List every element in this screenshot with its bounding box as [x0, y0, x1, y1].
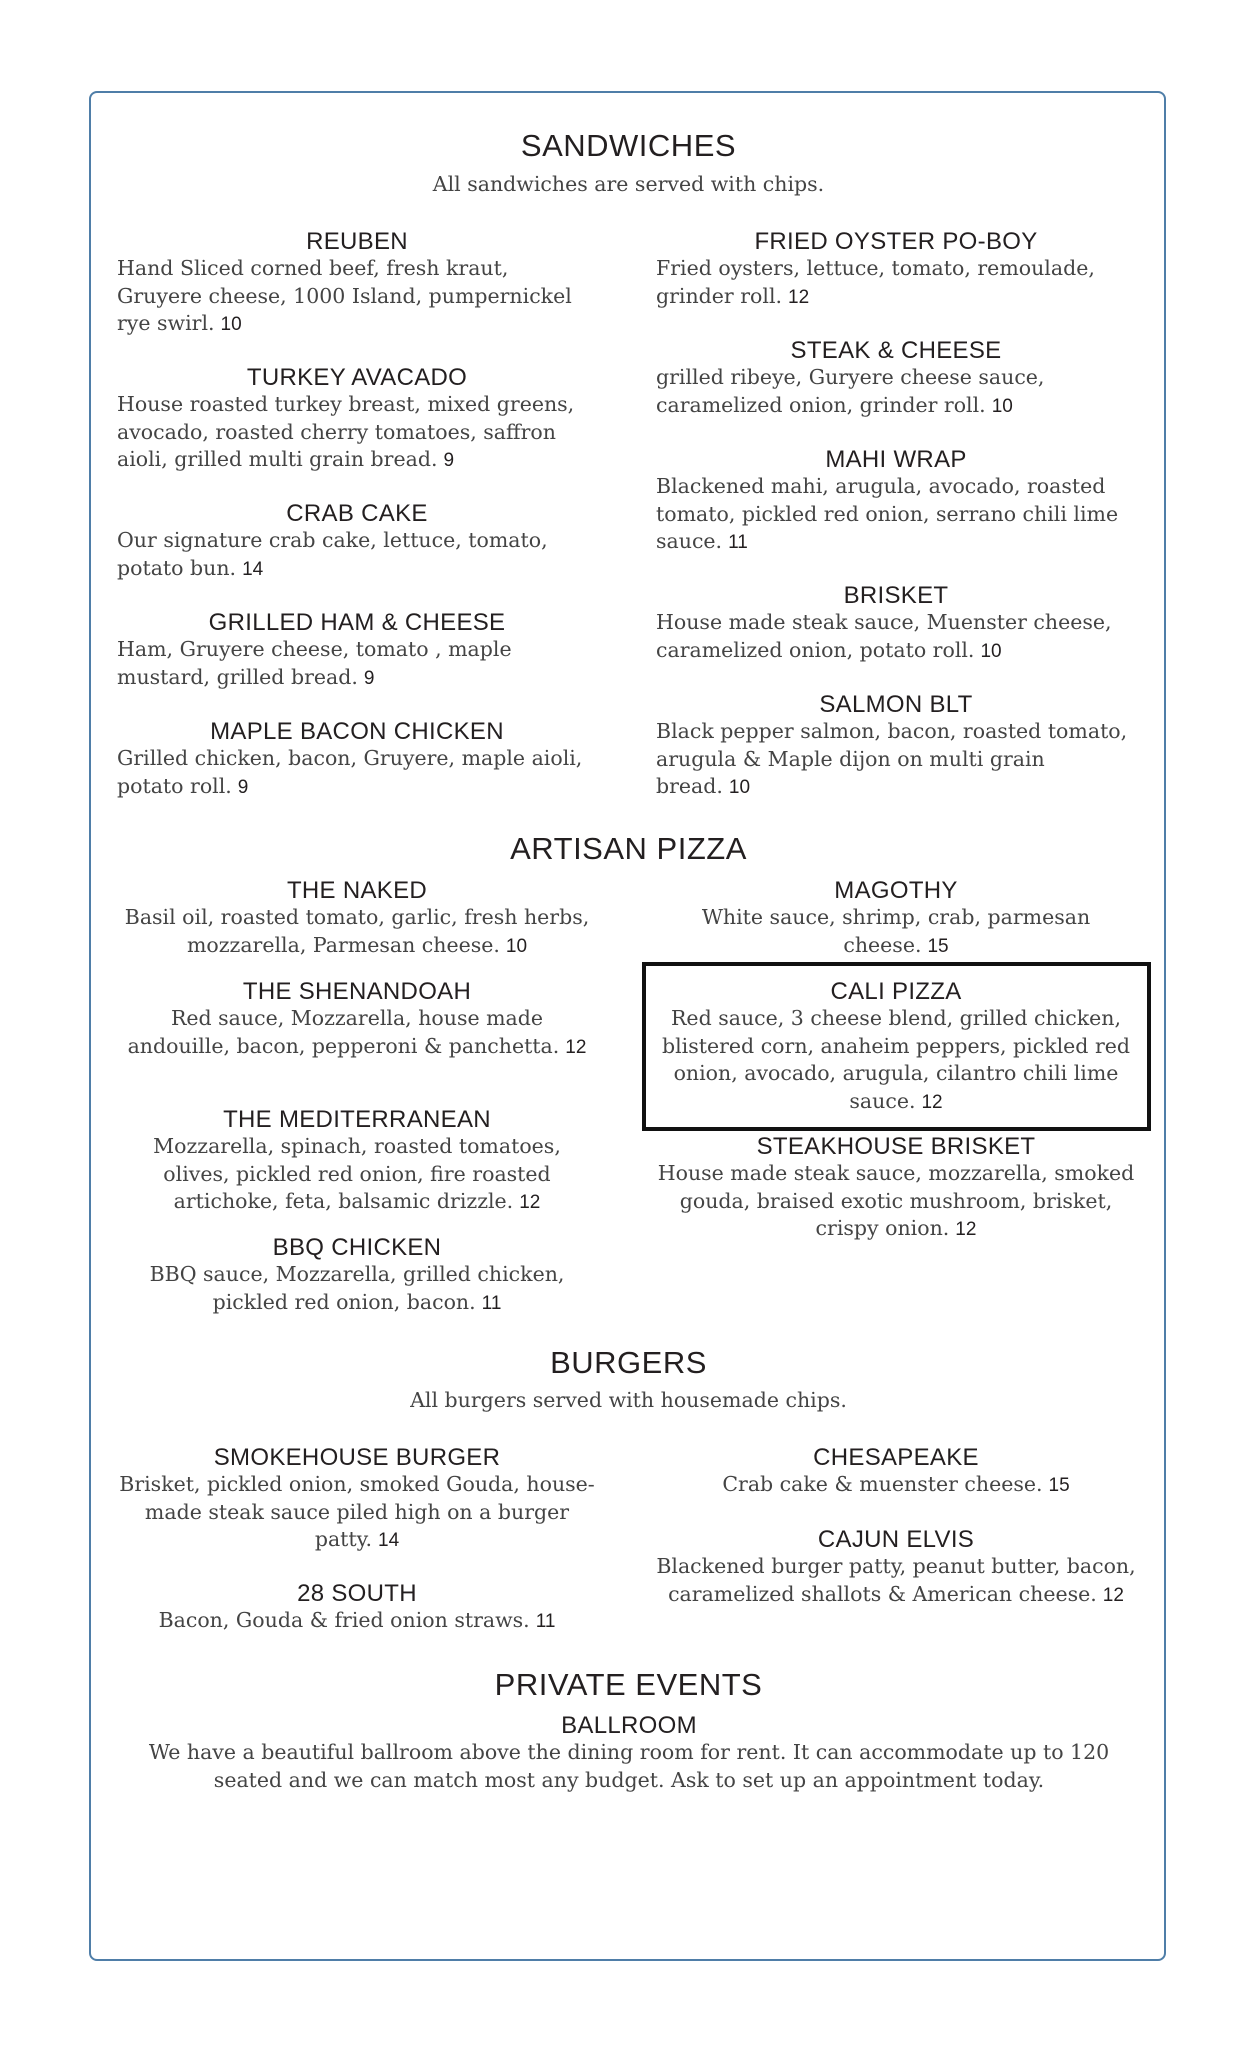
sandwiches-subtitle: All sandwiches are served with chips. — [432, 172, 825, 196]
item-description: House roasted turkey breast, mixed greens, avocado, roasted cherry tomatoes, saffron aioli, grilled multi grain bread. — [117, 392, 575, 471]
menu-item-28-south — [117, 1580, 597, 1636]
menu-item-maple-bacon-chicken — [117, 718, 597, 801]
item-name: 28 SOUTH — [297, 1580, 417, 1607]
item-price: 9 — [237, 776, 249, 798]
item-name: GRILLED HAM & CHEESE — [208, 609, 506, 636]
item-name: MAHI WRAP — [825, 446, 967, 473]
item-price: 11 — [535, 1611, 556, 1632]
menu-item-cajun-elvis — [656, 1526, 1136, 1609]
menu-item-salmon-blt — [656, 691, 1136, 802]
burgers-title: BURGERS — [550, 1345, 707, 1380]
menu-item-fried-oyster-po-boy — [656, 228, 1136, 311]
item-name: THE SHENANDOAH — [242, 978, 472, 1005]
burgers-subtitle: All burgers served with housemade chips. — [410, 1388, 847, 1412]
item-price: 10 — [980, 640, 1002, 662]
menu-item-steakhouse-brisket — [656, 1133, 1136, 1244]
item-name: SALMON BLT — [819, 691, 973, 718]
item-description: BBQ sauce, Mozzarella, grilled chicken, pickled red onion, bacon. — [149, 1262, 565, 1314]
menu-item-turkey-avacado — [117, 364, 597, 475]
item-description: House made steak sauce, mozzarella, smoked gouda, braised exotic mushroom, brisket, crispy onion. — [657, 1161, 1135, 1240]
item-name: MAPLE BACON CHICKEN — [210, 718, 504, 745]
item-description: Blackened mahi, arugula, avocado, roasted tomato, pickled red onion, serrano chili lime sauce. — [656, 474, 1119, 553]
item-name: MAGOTHY — [834, 877, 958, 904]
item-description: Bacon, Gouda & fried onion straws. — [158, 1608, 530, 1632]
menu-item-crab-cake — [117, 500, 597, 583]
item-description: Ham, Gruyere cheese, tomato , maple mustard, grilled bread. — [117, 637, 512, 689]
item-description: Grilled chicken, bacon, Gruyere, maple aioli, potato roll. — [117, 746, 583, 798]
item-name: BBQ CHICKEN — [272, 1234, 442, 1261]
item-description: Red sauce, 3 cheese blend, grilled chicken, blistered corn, anaheim peppers, pickled red onion, avocado, arugula, cilantro chili lime sauce. — [662, 1006, 1130, 1113]
sandwiches-title: SANDWICHES — [520, 128, 737, 163]
item-price: 15 — [927, 935, 949, 957]
item-description: Crab cake & muenster cheese. — [722, 1472, 1043, 1496]
item-description: Basil oil, roasted tomato, garlic, fresh herbs, mozzarella, Parmesan cheese. — [124, 905, 590, 957]
item-description: We have a beautiful ballroom above the dining room for rent. It can accommodate up to 120 seated and we can match most any budget. Ask to set up an appointment today. — [148, 1740, 1110, 1792]
item-name: TURKEY AVACADO — [246, 364, 468, 391]
item-price: 10 — [728, 777, 751, 798]
menu-item-cali-pizza — [656, 978, 1136, 1116]
item-price: 12 — [1102, 1584, 1124, 1606]
item-name: FRIED OYSTER PO-BOY — [754, 228, 1038, 255]
item-price: 11 — [481, 1292, 502, 1314]
item-price: 12 — [921, 1091, 943, 1113]
item-description: Our signature crab cake, lettuce, tomato, potato bun. — [117, 528, 548, 580]
menu-item-mahi-wrap — [656, 446, 1136, 557]
item-price: 12 — [788, 286, 810, 308]
item-name: CRAB CAKE — [286, 500, 428, 527]
menu-item-steak-cheese — [656, 337, 1136, 420]
item-name: SMOKEHOUSE BURGER — [213, 1444, 501, 1471]
item-name: REUBEN — [306, 228, 408, 255]
item-description: Blackened burger patty, peanut butter, bacon, caramelized shallots & American cheese. — [656, 1554, 1136, 1606]
item-price: 10 — [991, 395, 1013, 417]
item-description: Hand Sliced corned beef, fresh kraut, Gruyere cheese, 1000 Island, pumpernickel rye swirl. — [117, 256, 572, 335]
events-title: PRIVATE EVENTS — [494, 1667, 763, 1702]
menu-item-grilled-ham-cheese — [117, 609, 597, 692]
item-name: CAJUN ELVIS — [817, 1526, 975, 1553]
menu-item-reuben — [117, 228, 597, 339]
item-price: 10 — [220, 314, 242, 335]
item-price: 15 — [1048, 1475, 1070, 1496]
menu-item-chesapeake — [656, 1444, 1136, 1500]
item-name: THE NAKED — [286, 877, 428, 904]
item-name: THE MEDITERRANEAN — [223, 1106, 491, 1133]
menu-item-the-shenandoah — [117, 978, 597, 1061]
item-price: 12 — [955, 1219, 977, 1240]
item-description: Fried oysters, lettuce, tomato, remoulade, grinder roll. — [656, 256, 1095, 308]
menu-item-the-mediterranean — [117, 1106, 597, 1217]
item-description: House made steak sauce, Muenster cheese, caramelized onion, potato roll. — [656, 610, 1112, 662]
item-name: STEAKHOUSE BRISKET — [756, 1133, 1036, 1160]
item-description: Mozzarella, spinach, roasted tomatoes, olives, pickled red onion, fire roasted artichoke, feta, balsamic drizzle. — [153, 1134, 561, 1213]
menu-item-ballroom — [128, 1712, 1130, 1794]
item-price: 10 — [505, 935, 528, 957]
item-price: 14 — [242, 558, 264, 580]
pizza-title: ARTISAN PIZZA — [510, 831, 747, 866]
item-name: CHESAPEAKE — [813, 1444, 979, 1471]
menu-item-bbq-chicken — [117, 1234, 597, 1317]
menu-item-smokehouse-burger — [117, 1444, 597, 1555]
menu-item-the-naked — [117, 877, 597, 960]
item-name: CALI PIZZA — [830, 978, 962, 1005]
item-price: 9 — [443, 450, 455, 471]
item-price: 9 — [363, 667, 375, 689]
item-description: grilled ribeye, Guryere cheese sauce, caramelized onion, grinder roll. — [656, 365, 1045, 417]
menu-item-brisket — [656, 582, 1136, 665]
item-name: BALLROOM — [561, 1712, 697, 1739]
item-description: White sauce, shrimp, crab, parmesan cheese. — [701, 905, 1091, 957]
item-price: 14 — [378, 1530, 400, 1551]
item-price: 12 — [519, 1192, 541, 1213]
item-price: 12 — [565, 1036, 587, 1058]
item-description: Red sauce, Mozzarella, house made andouille, bacon, pepperoni & panchetta. — [127, 1006, 560, 1058]
menu-item-magothy — [656, 877, 1136, 960]
item-description: Brisket, pickled onion, smoked Gouda, house-made steak sauce piled high on a burger patty. — [119, 1472, 595, 1551]
item-price: 11 — [728, 532, 748, 553]
item-description: Black pepper salmon, bacon, roasted tomato, arugula & Maple dijon on multi grain bread. — [656, 719, 1128, 798]
item-name: STEAK & CHEESE — [790, 337, 1002, 364]
item-name: BRISKET — [843, 582, 949, 609]
